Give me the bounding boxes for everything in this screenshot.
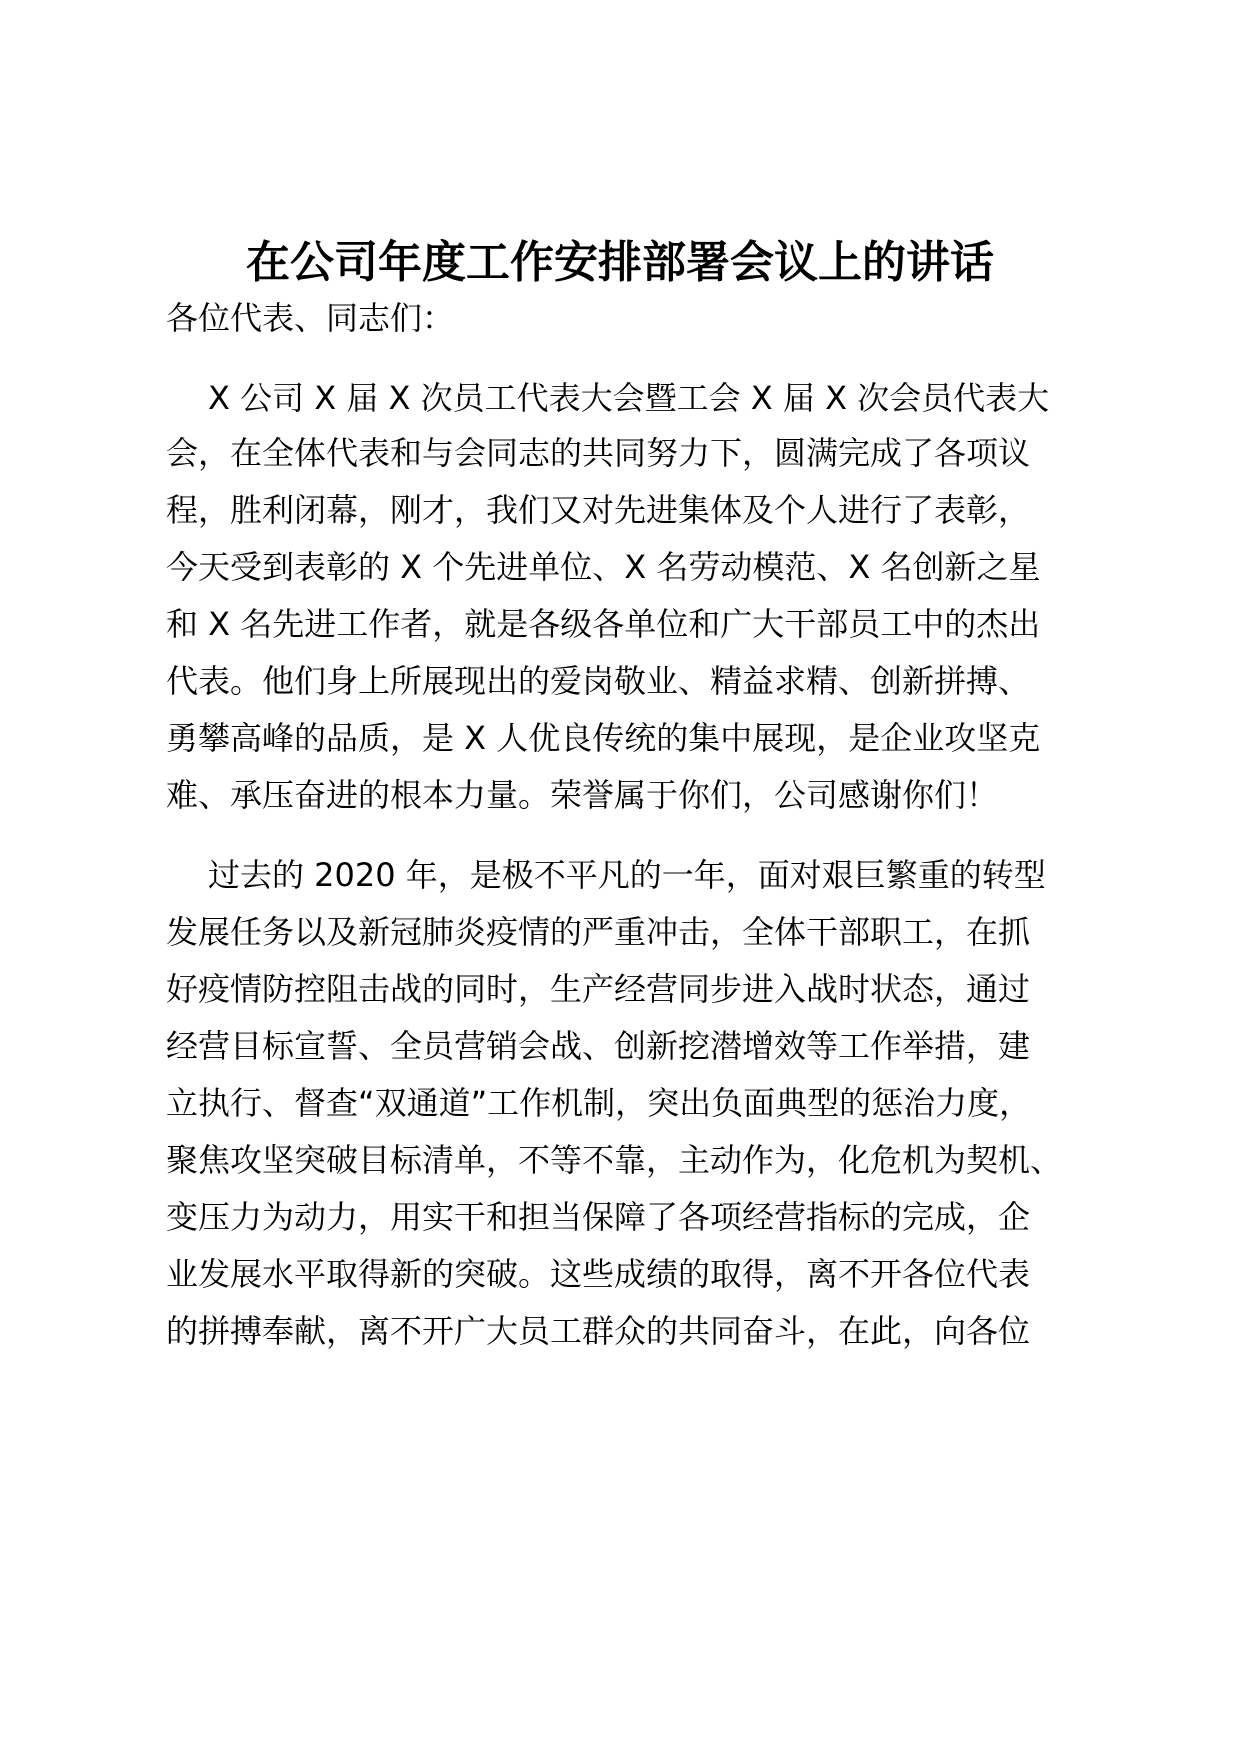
paragraph-1-line-5: 和 X 名先进工作者，就是各级各单位和广大干部员工中的杰出: [166, 605, 1041, 643]
paragraph-1-line-8: 难、承压奋进的根本力量。荣誉属于你们，公司感谢你们！: [166, 776, 999, 814]
paragraph-2-line-3: 好疫情防控阻击战的同时，生产经营同步进入战时状态，通过: [166, 970, 1031, 1008]
paragraph-2-line-6: 聚焦攻坚突破目标清单，不等不靠，主动作为，化危机为契机、: [166, 1141, 1063, 1179]
document-title: 在公司年度工作安排部署会议上的讲话: [246, 237, 994, 288]
paragraph-1-line-4: 今天受到表彰的 X 个先进单位、X 名劳动模范、X 名创新之星: [166, 548, 1041, 586]
paragraph-2-line-1: 过去的 2020 年，是极不平凡的一年，面对艰巨繁重的转型: [208, 856, 1046, 894]
paragraph-1-line-1: X 公司 X 届 X 次员工代表大会暨工会 X 届 X 次会员代表大: [208, 379, 1050, 417]
paragraph-1-line-7: 勇攀高峰的品质，是 X 人优良传统的集中展现，是企业攻坚克: [166, 719, 1041, 757]
paragraph-1-line-6: 代表。他们身上所展现出的爱岗敬业、精益求精、创新拼搏、: [166, 662, 1031, 700]
paragraph-2-line-7: 变压力为动力，用实干和担当保障了各项经营指标的完成，企: [166, 1198, 1031, 1236]
paragraph-1-line-2: 会，在全体代表和与会同志的共同努力下，圆满完成了各项议: [166, 434, 1031, 472]
paragraph-2-line-9: 的拼搏奉献，离不开广大员工群众的共同奋斗，在此，向各位: [166, 1312, 1031, 1350]
salutation: 各位代表、同志们：: [166, 299, 455, 337]
paragraph-2-line-8: 业发展水平取得新的突破。这些成绩的取得，离不开各位代表: [166, 1255, 1031, 1293]
paragraph-2-line-5: 立执行、督查“双通道”工作机制，突出负面典型的惩治力度，: [166, 1084, 1032, 1122]
paragraph-2-line-2: 发展任务以及新冠肺炎疫情的严重冲击，全体干部职工，在抓: [166, 913, 1031, 951]
paragraph-2-line-4: 经营目标宣誓、全员营销会战、创新挖潜增效等工作举措，建: [166, 1027, 1031, 1065]
paragraph-1-line-3: 程，胜利闭幕，刚才，我们又对先进集体及个人进行了表彰，: [166, 491, 1031, 529]
